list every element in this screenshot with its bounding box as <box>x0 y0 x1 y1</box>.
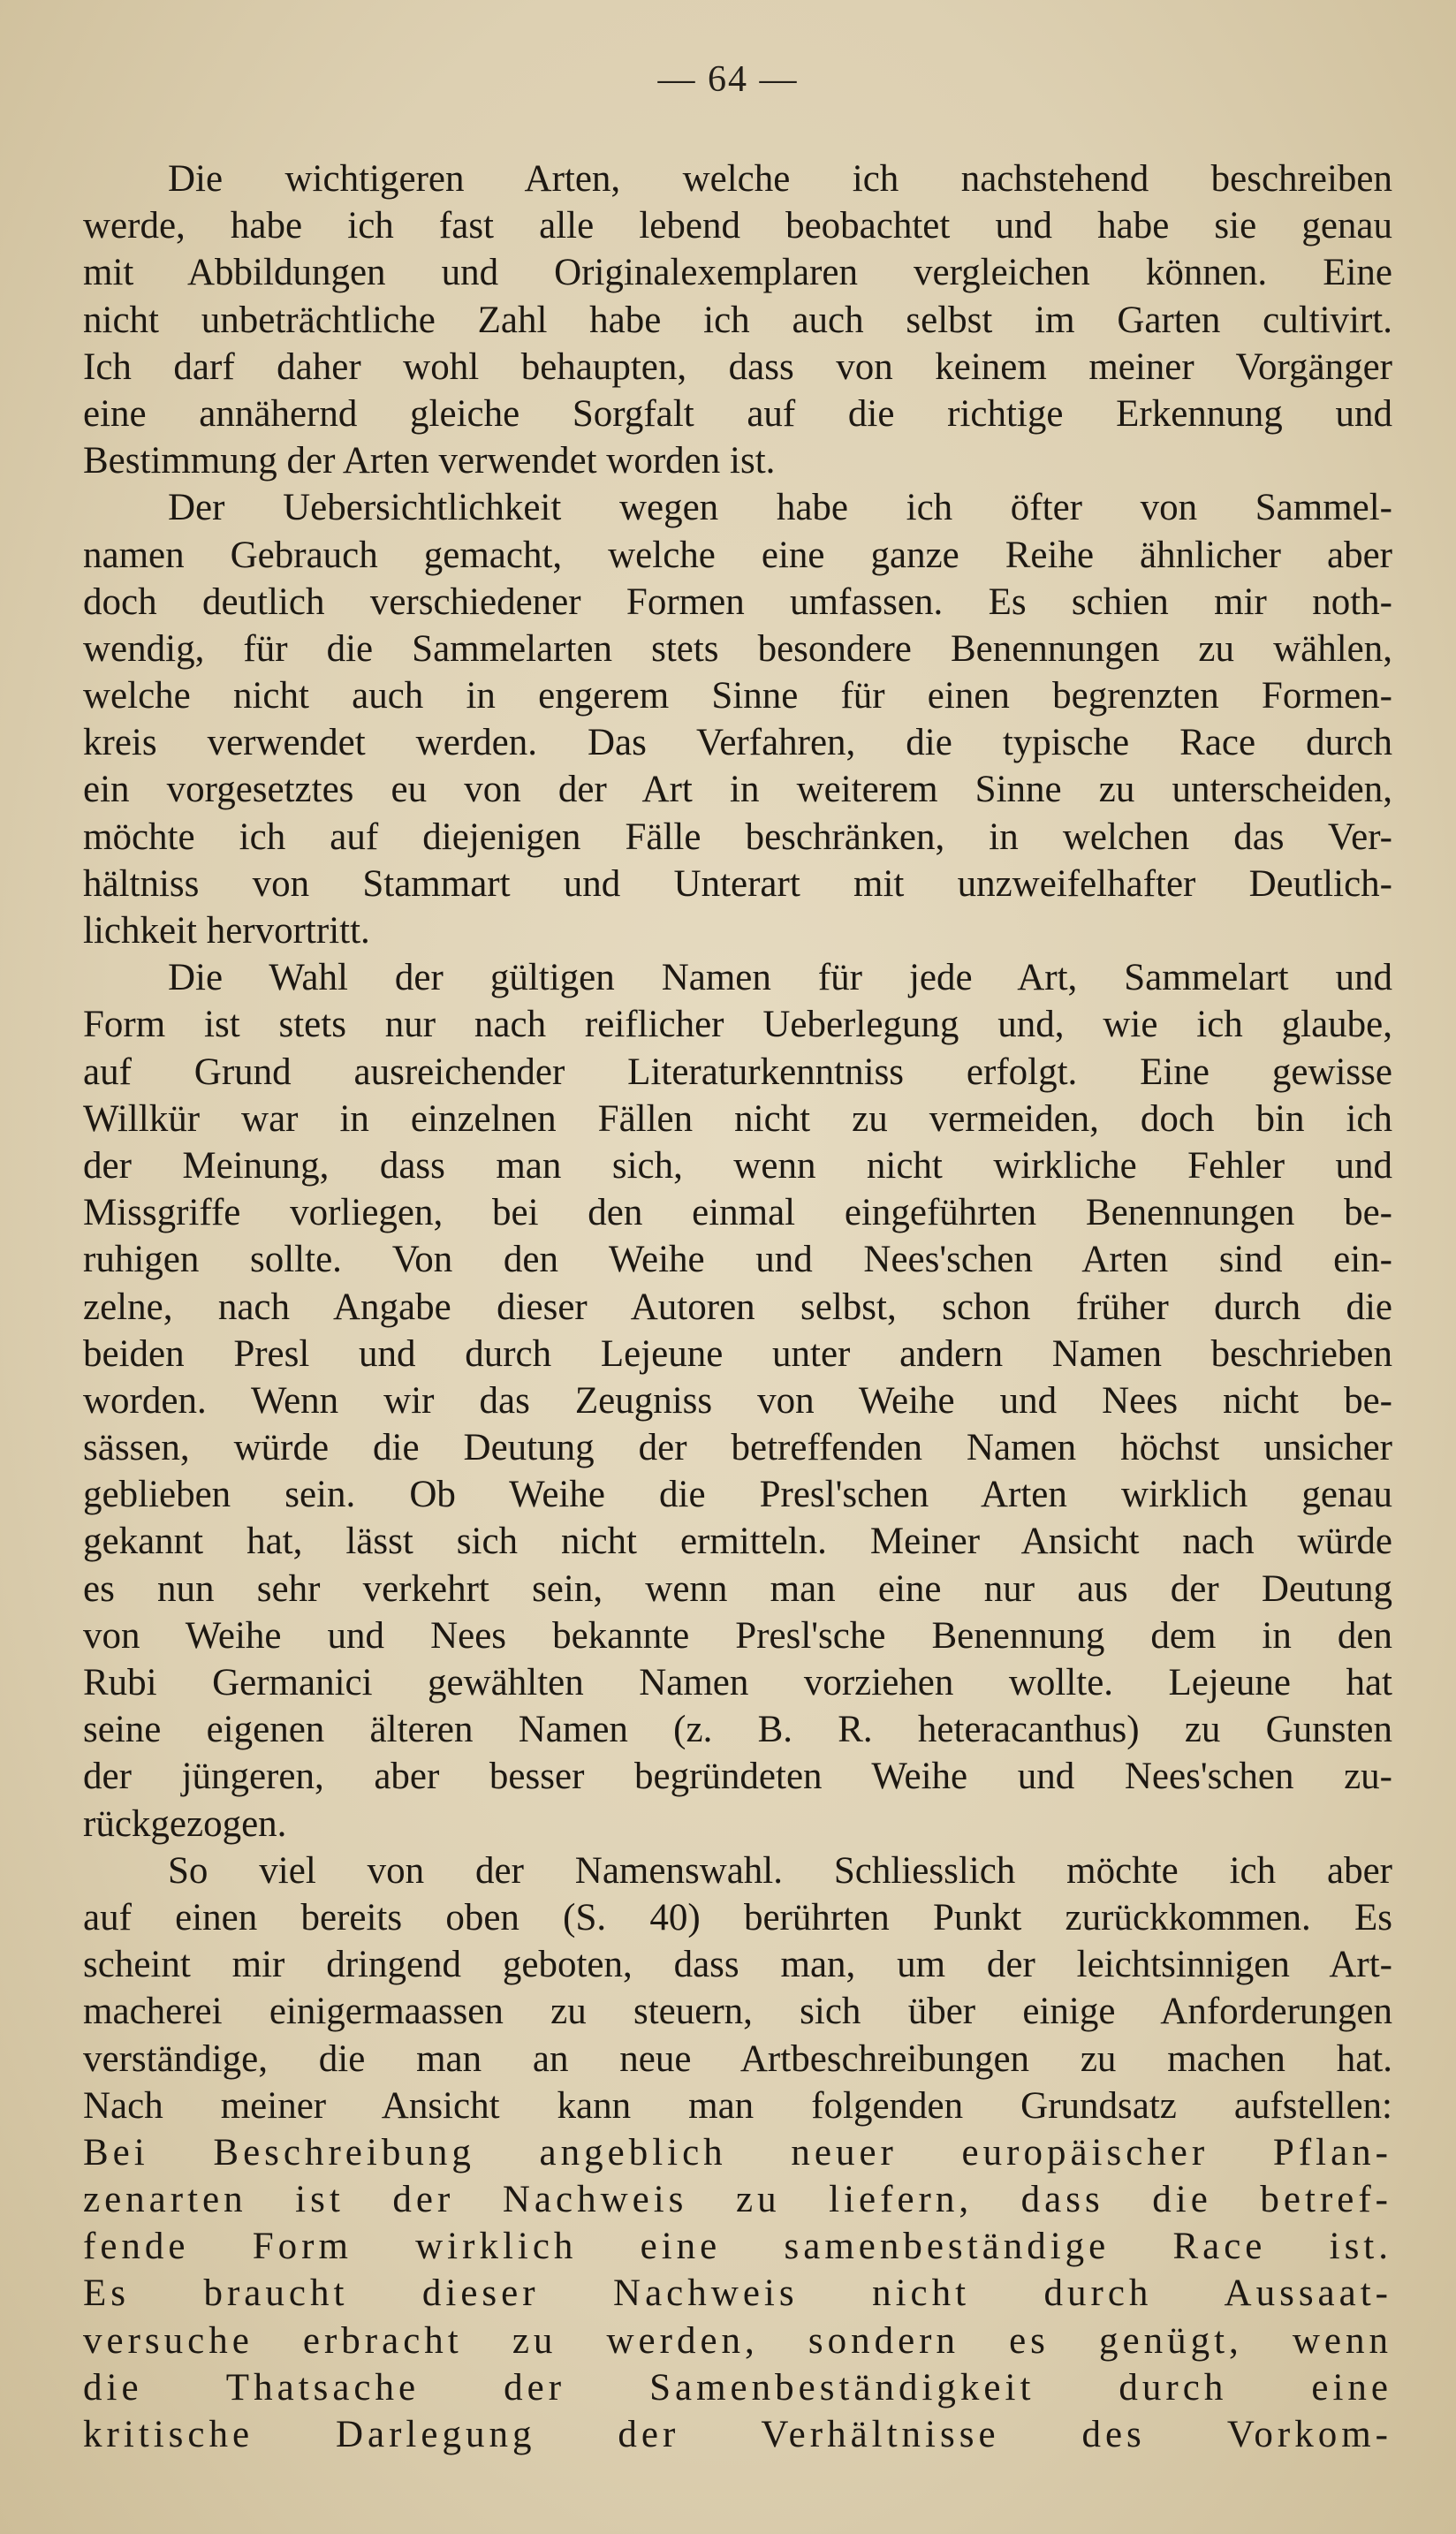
text-line: hältniss von Stammart und Unterart mit unzweifelhafter Deutlich- <box>83 862 1392 905</box>
text-line: seine eigenen älteren Namen (z. B. R. heteracanthus) zu Gunsten <box>83 1709 1392 1751</box>
text-line: der Meinung, dass man sich, wenn nicht wirkliche Fehler und <box>83 1144 1392 1187</box>
text-line: eine annähernd gleiche Sorgfalt auf die richtige Erkennung und <box>83 392 1392 435</box>
text-line: zelne, nach Angabe dieser Autoren selbst, schon früher durch die <box>83 1286 1392 1328</box>
text-line: Die wichtigeren Arten, welche ich nachstehend beschreiben <box>168 158 1392 200</box>
text-line: sässen, würde die Deutung der betreffenden Namen höchst unsicher <box>83 1427 1392 1469</box>
text-line: worden. Wenn wir das Zeugniss von Weihe und Nees nicht be- <box>83 1379 1392 1422</box>
text-line: verständige, die man an neue Artbeschreibungen zu machen hat. <box>83 2037 1392 2080</box>
text-line: Willkür war in einzelnen Fällen nicht zu vermeiden, doch bin ich <box>83 1097 1392 1140</box>
text-line: beiden Presl und durch Lejeune unter andern Namen beschrieben <box>83 1332 1392 1375</box>
text-line: von Weihe und Nees bekannte Presl'sche Benennung dem in den <box>83 1614 1392 1657</box>
text-line: geblieben sein. Ob Weihe die Presl'schen Arten wirklich genau <box>83 1474 1392 1516</box>
text-line: die Thatsache der Samenbeständigkeit durch eine <box>83 2366 1392 2409</box>
text-line: nicht unbeträchtliche Zahl habe ich auch selbst im Garten cultivirt. <box>83 299 1392 341</box>
text-line: auf Grund ausreichender Literaturkenntniss erfolgt. Eine gewisse <box>83 1051 1392 1093</box>
text-line: kritische Darlegung der Verhältnisse des Vorkom- <box>83 2414 1392 2455</box>
text-line: Bestimmung der Arten verwendet worden ist. <box>83 440 776 482</box>
body-text <box>83 156 1392 2458</box>
text-line: möchte ich auf diejenigen Fälle beschränken, in welchen das Ver- <box>83 816 1392 858</box>
text-line: ein vorgesetztes eu von der Art in weiterem Sinne zu unterscheiden, <box>83 769 1392 811</box>
text-line: werde, habe ich fast alle lebend beobachtet und habe sie genau <box>83 205 1392 247</box>
text-line: rückgezogen. <box>83 1802 287 1845</box>
text-line: Form ist stets nur nach reiflicher Ueberlegung und, wie ich glaube, <box>83 1004 1392 1046</box>
text-line: es nun sehr verkehrt sein, wenn man eine nur aus der Deutung <box>83 1567 1392 1610</box>
text-line: auf einen bereits oben (S. 40) berührten Punkt zurückkommen. Es <box>83 1896 1392 1938</box>
text-line: versuche erbracht zu werden, sondern es genügt, wenn <box>83 2319 1392 2362</box>
text-line: mit Abbildungen und Originalexemplaren vergleichen können. Eine <box>83 252 1392 294</box>
text-line: macherei einigermaassen zu steuern, sich über einige Anforderungen <box>83 1991 1392 2033</box>
text-line: der jüngeren, aber besser begründeten Weihe und Nees'schen zu- <box>83 1756 1392 1798</box>
page-number: — 64 — <box>657 59 799 100</box>
text-line: So viel von der Namenswahl. Schliesslich möchte ich aber <box>168 1849 1392 1892</box>
text-line: kreis verwendet werden. Das Verfahren, die typische Race durch <box>83 722 1392 764</box>
text-line: Die Wahl der gültigen Namen für jede Art, Sammelart und <box>168 957 1392 999</box>
text-line: Der Uebersichtlichkeit wegen habe ich öfter von Sammel- <box>168 487 1392 529</box>
text-line: fende Form wirklich eine samenbeständige Race ist. <box>83 2226 1392 2268</box>
text-line: namen Gebrauch gemacht, welche eine ganze Reihe ähnlicher aber <box>83 534 1392 576</box>
text-line: Es braucht dieser Nachweis nicht durch Aussaat- <box>83 2272 1392 2315</box>
text-line: lichkeit hervortritt. <box>83 910 370 952</box>
text-line: ruhigen sollte. Von den Weihe und Nees'schen Arten sind ein- <box>83 1239 1392 1281</box>
text-line: Rubi Germanici gewählten Namen vorziehen wollte. Lejeune hat <box>83 1662 1392 1703</box>
text-line: gekannt hat, lässt sich nicht ermitteln. Meiner Ansicht nach würde <box>83 1521 1392 1563</box>
text-line: welche nicht auch in engerem Sinne für einen begrenzten Formen- <box>83 675 1392 717</box>
text-line: Missgriffe vorliegen, bei den einmal eingeführten Benennungen be- <box>83 1192 1392 1234</box>
text-line: wendig, für die Sammelarten stets besondere Benennungen zu wählen, <box>83 627 1392 670</box>
text-line: doch deutlich verschiedener Formen umfassen. Es schien mir noth- <box>83 580 1392 623</box>
text-line: Ich darf daher wohl behaupten, dass von keinem meiner Vorgänger <box>83 345 1392 388</box>
text-line: scheint mir dringend geboten, dass man, um der leichtsinnigen Art- <box>83 1944 1392 1986</box>
text-line: zenarten ist der Nachweis zu liefern, dass die betref- <box>83 2179 1392 2221</box>
text-line: Bei Beschreibung angeblich neuer europäischer Pflan- <box>83 2131 1392 2174</box>
text-line: Nach meiner Ansicht kann man folgenden Grundsatz aufstellen: <box>83 2084 1392 2127</box>
